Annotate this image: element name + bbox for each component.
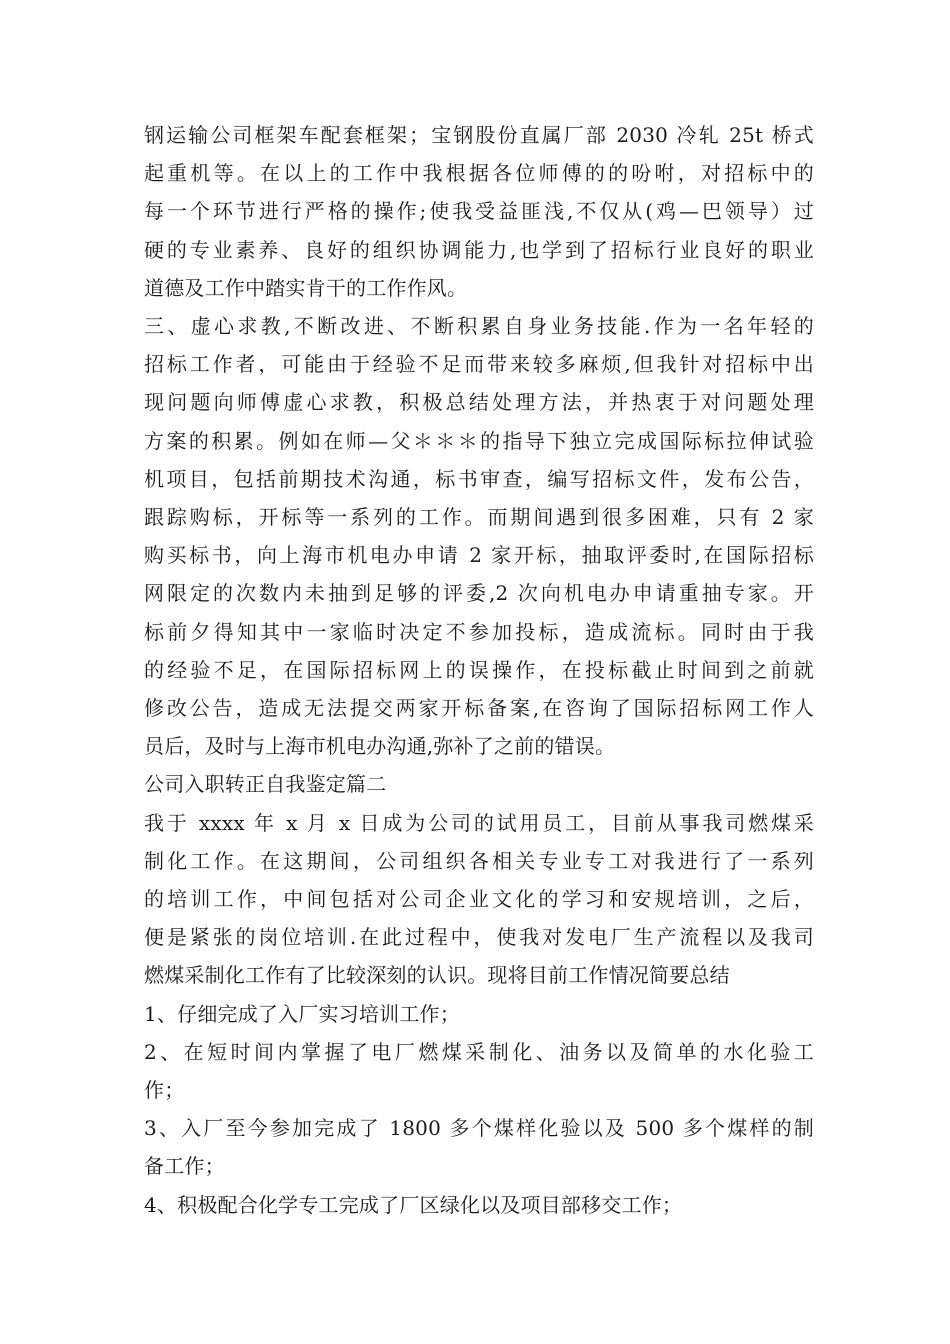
paragraph-section-three — [144, 307, 814, 765]
text-line: 员后，及时与上海市机电办沟通,弥补了之前的错误。 — [144, 734, 616, 759]
text-line: 备工作； — [144, 1154, 225, 1179]
text-line: 修改公告，造成无法提交两家开标备案,在咨询了国际招标网工作人 — [144, 696, 814, 721]
text-line: 便是紧张的岗位培训.在此过程中，使我对发电厂生产流程以及我司 — [144, 925, 814, 950]
text-line: 跟踪购标，开标等一系列的工作。而期间遇到很多困难，只有 2 家 — [144, 505, 814, 530]
text-line: 4、积极配合化学专工完成了厂区绿化以及项目部移交工作； — [144, 1192, 683, 1217]
text-line: 道德及工作中踏实肯干的工作作风。 — [144, 275, 468, 300]
text-line: 机项目，包括前期技术沟通，标书审查，编写招标文件，发布公告， — [144, 466, 814, 491]
text-line: 我于 xxxx 年 x 月 x 日成为公司的试用员工，目前从事我司燃煤采 — [144, 810, 814, 835]
text-line: 硬的专业素养、良好的组织协调能力,也学到了招标行业良好的职业 — [144, 237, 814, 262]
text-line: 的经验不足，在国际招标网上的误操作，在投标截止时间到之前就 — [144, 657, 814, 682]
heading-text: 公司入职转正自我鉴定篇二 — [144, 772, 387, 797]
text-line: 招标工作者，可能由于经验不足而带来较多麻烦,但我针对招标中出 — [144, 352, 814, 377]
paragraph-continuation — [144, 116, 814, 307]
text-line: 起重机等。在以上的工作中我根据各位师傅的的吩咐，对招标中的 — [144, 161, 814, 186]
text-line: 燃煤采制化工作有了比较深刻的认识。现将目前工作情况简要总结 — [144, 963, 730, 988]
section-heading — [144, 765, 814, 803]
document-body — [144, 116, 814, 1224]
text-line: 每一个环节进行严格的操作;使我受益匪浅,不仅从(鸡—巴领导）过 — [144, 199, 814, 224]
text-line: 3、入厂至今参加完成了 1800 多个煤样化验以及 500 多个煤样的制 — [144, 1116, 814, 1141]
paragraph-intro-part-two — [144, 804, 814, 995]
text-line: 方案的积累。例如在师—父＊＊＊的指导下独立完成国际标拉伸试验 — [144, 428, 814, 453]
text-line: 的培训工作，中间包括对公司企业文化的学习和安规培训，之后， — [144, 887, 814, 912]
text-line: 制化工作。在这期间，公司组织各相关专业专工对我进行了一系列 — [144, 848, 814, 873]
text-line: 作； — [144, 1078, 185, 1103]
text-line: 标前夕得知其中一家临时决定不参加投标，造成流标。同时由于我 — [144, 619, 814, 644]
text-line: 钢运输公司框架车配套框架；宝钢股份直属厂部 2030 冷轧 25t 桥式 — [144, 123, 814, 147]
text-line: 购买标书，向上海市机电办申请 2 家开标，抽取评委时,在国际招标 — [144, 543, 814, 568]
text-line: 三、虚心求教,不断改进、不断积累自身业务技能.作为一名年轻的 — [144, 314, 814, 339]
list-item-3 — [144, 1109, 814, 1185]
text-line: 现问题向师傅虚心求教，积极总结处理方法，并热衷于对问题处理 — [144, 390, 814, 415]
list-item-4 — [144, 1186, 814, 1224]
text-line: 2、在短时间内掌握了电厂燃煤采制化、油务以及简单的水化验工 — [144, 1039, 814, 1064]
text-line: 网限定的次数内未抽到足够的评委,2 次向机电办申请重抽专家。开 — [144, 581, 814, 606]
list-item-1 — [144, 995, 814, 1033]
list-item-2 — [144, 1033, 814, 1109]
text-line: 1、仔细完成了入厂实习培训工作； — [144, 1001, 460, 1026]
